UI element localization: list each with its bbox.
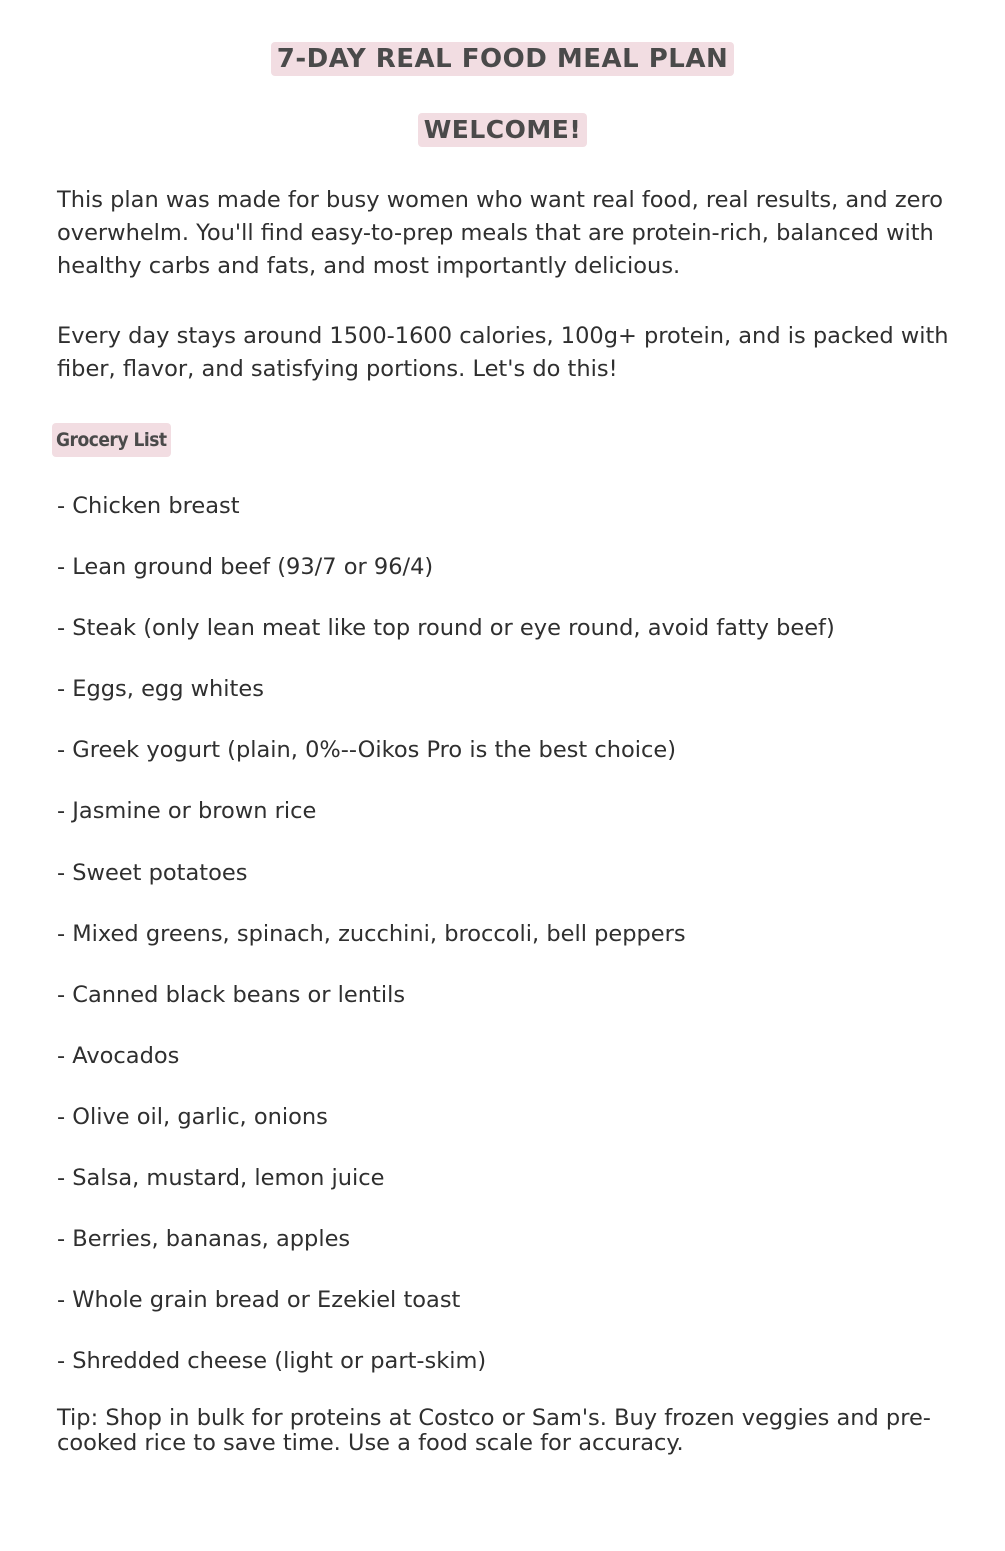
list-item: - Shredded cheese (light or part-skim) <box>57 1348 487 1375</box>
list-item: - Canned black beans or lentils <box>57 981 406 1008</box>
calories-paragraph: Every day stays around 1500-1600 calories, 100g+ protein, and is packed with fiber, flavor, and satisfying portions. Let's do this! <box>57 323 949 382</box>
tip-paragraph: Tip: Shop in bulk for proteins at Costco or Sam's. Buy frozen veggies and pre-cooked rice to save time. Use a food scale for accuracy. <box>57 1405 931 1456</box>
list-item: - Chicken breast <box>57 493 240 519</box>
list-item: - Whole grain bread or Ezekiel toast <box>57 1287 461 1314</box>
list-item: - Berries, bananas, apples <box>57 1226 351 1253</box>
list-item: - Avocados <box>57 1042 180 1069</box>
list-item: - Greek yogurt (plain, 0%--Oikos Pro is the best choice) <box>57 737 676 764</box>
grocery-list <box>57 490 835 1406</box>
welcome-heading: WELCOME! <box>418 113 588 147</box>
list-item: - Salsa, mustard, lemon juice <box>57 1165 385 1192</box>
grocery-list-heading: Grocery List <box>52 423 171 457</box>
intro-paragraph: This plan was made for busy women who want real food, real results, and zero overwhelm. You'll find easy-to-prep meals that are protein-rich, balanced with healthy carbs and fats, and most importantly delicious. <box>57 187 944 279</box>
page-title: 7-DAY REAL FOOD MEAL PLAN <box>271 42 734 76</box>
title-row <box>0 42 1005 76</box>
list-item: - Steak (only lean meat like top round or eye round, avoid fatty beef) <box>57 615 835 642</box>
list-item: - Mixed greens, spinach, zucchini, broccoli, bell peppers <box>57 920 686 947</box>
list-item: - Jasmine or brown rice <box>57 798 317 825</box>
list-item: - Lean ground beef (93/7 or 96/4) <box>57 554 434 581</box>
welcome-row <box>0 113 1005 147</box>
list-item: - Eggs, egg whites <box>57 676 264 703</box>
list-item: - Sweet potatoes <box>57 859 248 886</box>
list-item: - Olive oil, garlic, onions <box>57 1103 328 1130</box>
